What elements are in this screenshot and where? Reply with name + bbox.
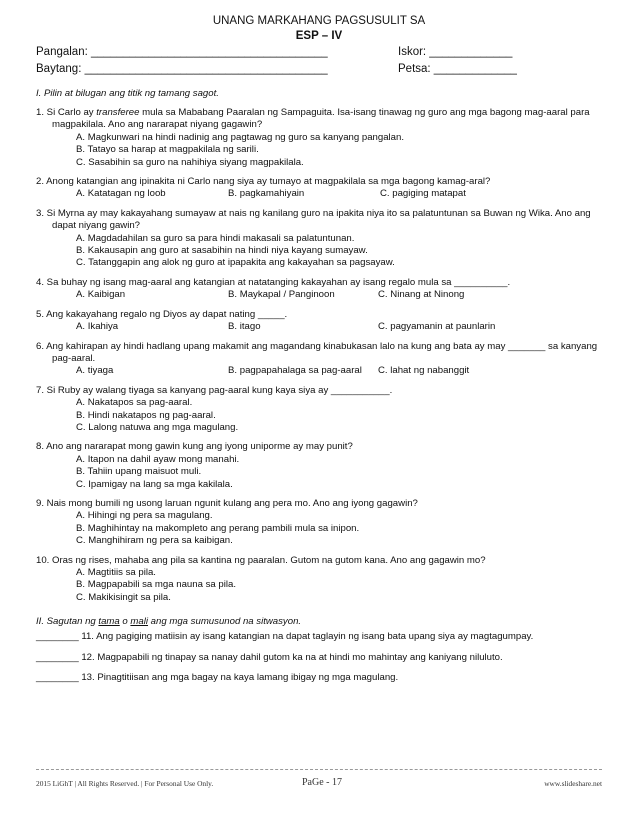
date-field: Petsa: _____________ (398, 63, 517, 75)
option-c: C. pagiging matapat (380, 188, 466, 200)
question-5 (36, 309, 602, 334)
page-number: PaGe - 17 (302, 777, 342, 788)
option-b: B. Tahiin upang maisuot muli. (76, 466, 202, 478)
option-b: B. itago (228, 321, 261, 333)
question-stem: 7. Si Ruby ay walang tiyaga sa kanyang pag-aaral kung kaya siya ay ___________. (36, 384, 393, 396)
option-c: C. Manghihiram ng pera sa kaibigan. (76, 535, 233, 547)
option-c: C. Sasabihin sa guro na nahihiya siyang magpakilala. (76, 156, 304, 168)
exam-page (36, 14, 602, 684)
option-b: B. Kakausapin ang guro at sasabihin na hindi niya kayang sumayaw. (76, 245, 368, 257)
option-c: C. Ipamigay na lang sa mga kakilala. (76, 478, 233, 490)
option-b: B. pagpapahalaga sa pag-aaral (228, 365, 362, 377)
option-a: A. Nakatapos sa pag-aaral. (76, 397, 193, 409)
option-a: A. Katatagan ng loob (76, 188, 166, 200)
option-c: C. Makikisingit sa pila. (76, 591, 171, 603)
footer-copyright: 2015 LiGhT | All Rights Reserved. | For Personal Use Only. (36, 779, 214, 788)
grade-date-row (36, 61, 602, 78)
score-field: Iskor: _____________ (398, 46, 513, 58)
question-stem: 5. Ang kakayahang regalo ng Diyos ay dapat nating _____. (36, 308, 288, 320)
tf-item-12: ________ 12. Magpapabili ng tinapay sa nanay dahil gutom ka na at hindi mo mahintay ang kaniyang niluluto. (36, 651, 503, 663)
name-field: Pangalan: _____________________________________ (36, 46, 328, 58)
option-b: B. Hindi nakatapos ng pag-aaral. (76, 409, 216, 421)
question-9 (36, 498, 602, 548)
option-a: A. Magtitiis sa pila. (76, 567, 156, 578)
option-a: A. Magkunwari na hindi nadinig ang pagtawag ng guro sa kanyang pangalan. (76, 131, 405, 143)
question-stem: 8. Ano ang nararapat mong gawin kung ang iyong uniporme ay may punit? (36, 441, 353, 453)
question-10 (36, 555, 602, 605)
section-1-instruction: I. Pilin at bilugan ang titik ng tamang sagot. (36, 88, 219, 99)
option-c: C. lahat ng nabanggit (378, 365, 470, 377)
question-stem: 2. Anong katangian ang ipinakita ni Carlo nang siya ay tumayo at magpakilala sa mga bagong kamag-aral? (36, 176, 491, 188)
exam-subject: ESP – IV (295, 30, 343, 42)
question-3 (36, 208, 602, 270)
question-6 (36, 341, 602, 378)
option-a: A. tiyaga (76, 365, 114, 377)
option-a: A. Hihingi ng pera sa magulang. (76, 510, 213, 522)
question-8 (36, 441, 602, 491)
option-b: B. Tatayo sa harap at magpakilala ng sarili. (76, 144, 259, 156)
question-stem: 4. Sa buhay ng isang mag-aaral ang katangian at natatanging kakayahan ay isang regalo mula sa __________. (36, 276, 511, 288)
option-b: B. pagkamahiyain (228, 188, 305, 200)
name-score-row (36, 44, 602, 61)
question-7 (36, 385, 602, 435)
option-c: C. pagyamanin at paunlarin (378, 321, 496, 333)
option-a: A. Magdadahilan sa guro sa para hindi makasali sa palatuntunan. (76, 232, 355, 244)
tf-item-13: ________ 13. Pinagtitiisan ang mga bagay na kaya lamang ibigay ng mga magulang. (36, 672, 399, 684)
option-a: A. Ikahiya (76, 321, 119, 333)
option-b: B. Maykapal / Panginoon (228, 289, 335, 301)
section-2-instruction: II. Sagutan ng tama o mali ang mga sumusunod na sitwasyon. (36, 616, 302, 628)
option-b: B. Maghihintay na makompleto ang perang pambili mula sa inipon. (76, 522, 360, 534)
option-c: C. Ninang at Ninong (378, 289, 465, 301)
footer-divider (36, 769, 602, 770)
grade-field: Baytang: ______________________________________ (36, 63, 328, 75)
option-c: C. Tatanggapin ang alok ng guro at ipapakita ang kakayahan sa pagsayaw. (76, 257, 395, 269)
question-stem: 10. Oras ng rises, mahaba ang pila sa kantina ng paaralan. Gutom na gutom kana. Ano ang gagawin mo? (36, 554, 486, 566)
word-mali: mali (130, 616, 149, 628)
option-a: A. Itapon na dahil ayaw mong manahi. (76, 453, 240, 465)
exam-title: UNANG MARKAHANG PAGSUSULIT SA (212, 15, 426, 27)
option-b: B. Magpapabili sa mga nauna sa pila. (76, 579, 236, 591)
question-stem: 3. Si Myrna ay may kakayahang sumayaw at nais ng kanilang guro na ipakita niya ito sa palatuntunan sa Buwan ng Wika. Ano ang dapat niyang gawin? (36, 207, 591, 232)
question-2 (36, 176, 602, 201)
footer-website: www.slideshare.net (544, 779, 602, 788)
question-stem: 9. Nais mong bumili ng usong laruan ngunit kulang ang pera mo. Ano ang iyong gagawin? (36, 497, 418, 509)
tf-item-11: ________ 11. Ang pagiging matiisin ay isang katangian na dapat taglayin ng isang bata upang siya ay magtagumpay. (36, 631, 534, 643)
question-4 (36, 277, 602, 302)
option-a: A. Kaibigan (76, 289, 126, 301)
question-stem: 1. Si Carlo ay transferee mula sa Mababang Paaralan ng Sampaguita. Isa-isang tinawag ng guro ang mga bagong mag-aaral para magpakilala. Ano ang nararapat niyang gagawin? (36, 107, 590, 131)
question-stem: 6. Ang kahirapan ay hindi hadlang upang makamit ang magandang kinabukasan lalo na kung ang bata ay may _______ sa kanyang pag-aaral. (36, 340, 598, 364)
term-transferee: transferee (96, 107, 140, 118)
question-1 (36, 107, 602, 169)
option-c: C. Lalong natuwa ang mga magulang. (76, 421, 239, 433)
word-tama: tama (98, 616, 120, 628)
